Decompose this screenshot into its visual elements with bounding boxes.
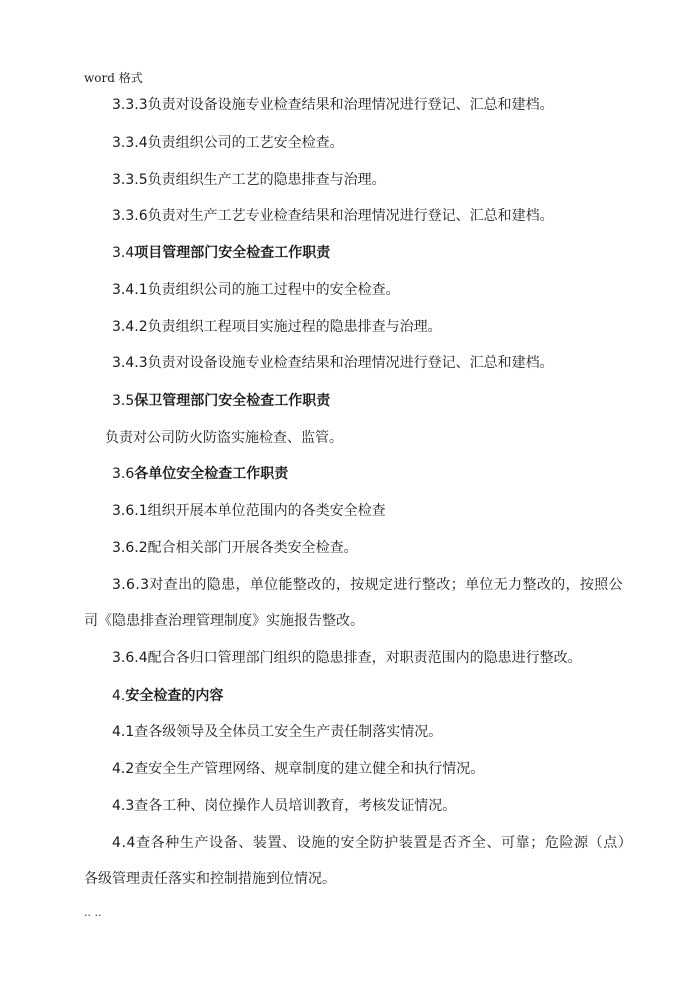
paragraph-3-3-6: 3.3.6负责对生产工艺专业检查结果和治理情况进行登记、汇总和建档。	[112, 208, 554, 224]
paragraph-4-4-line1: 4.4查各种生产设备、装置、设施的安全防护装置是否齐全、可靠；危险源（点）	[112, 835, 633, 851]
paragraph-3-4-2: 3.4.2负责组织工程项目实施过程的隐患排查与治理。	[112, 319, 442, 335]
section-heading-3-5	[0, 391, 700, 411]
paragraph-3-6-4: 3.6.4配合各归口管理部门组织的隐患排查，对职责范围内的隐患进行整改。	[112, 650, 582, 666]
section-title: 各单位安全检查工作职责	[134, 466, 289, 482]
paragraph-3-6-1: 3.6.1组织开展本单位范围内的各类安全检查	[112, 503, 386, 519]
section-heading-3-6	[0, 464, 700, 484]
section-title: 保卫管理部门安全检查工作职责	[134, 393, 331, 409]
paragraph-3-3-3: 3.3.3负责对设备设施专业检查结果和治理情况进行登记、汇总和建档。	[112, 97, 554, 113]
paragraph-security-duty: 负责对公司防火防盗实施检查、监管。	[105, 430, 343, 446]
section-heading-3-4	[0, 243, 700, 263]
section-heading-4	[0, 686, 700, 706]
paragraph-3-6-3-line1: 3.6.3对查出的隐患，单位能整改的，按规定进行整改；单位无力整改的，按照公	[112, 577, 623, 593]
paragraph-4-3: 4.3查各工种、岗位操作人员培训教育，考核发证情况。	[112, 798, 457, 814]
paragraph-4-2: 4.2查安全生产管理网络、规章制度的建立健全和执行情况。	[112, 761, 485, 777]
paragraph-4-4-line2: 各级管理责任落实和控制措施到位情况。	[84, 871, 336, 887]
paragraph-3-6-2: 3.6.2配合相关部门开展各类安全检查。	[112, 540, 358, 556]
section-number: 3.6	[112, 466, 135, 482]
paragraph-3-4-1: 3.4.1负责组织公司的施工过程中的安全检查。	[112, 282, 400, 298]
paragraph-3-3-5: 3.3.5负责组织生产工艺的隐患排查与治理。	[112, 172, 386, 188]
paragraph-3-4-3: 3.4.3负责对设备设施专业检查结果和治理情况进行登记、汇总和建档。	[112, 355, 554, 371]
paragraph-3-6-3-line2: 司《隐患排查治理管理制度》实施报告整改。	[84, 613, 364, 629]
section-number: 3.4	[112, 245, 135, 261]
paragraph-3-3-4: 3.3.4负责组织公司的工艺安全检查。	[112, 135, 344, 151]
section-title: 安全检查的内容	[125, 688, 224, 704]
section-number: 4.	[112, 688, 126, 704]
section-title: 项目管理部门安全检查工作职责	[134, 245, 331, 261]
section-number: 3.5	[112, 393, 135, 409]
document-footer-tag: .. ..	[84, 906, 102, 919]
document-header-tag: word 格式	[84, 71, 143, 85]
paragraph-4-1: 4.1查各级领导及全体员工安全生产责任制落实情况。	[112, 724, 443, 740]
